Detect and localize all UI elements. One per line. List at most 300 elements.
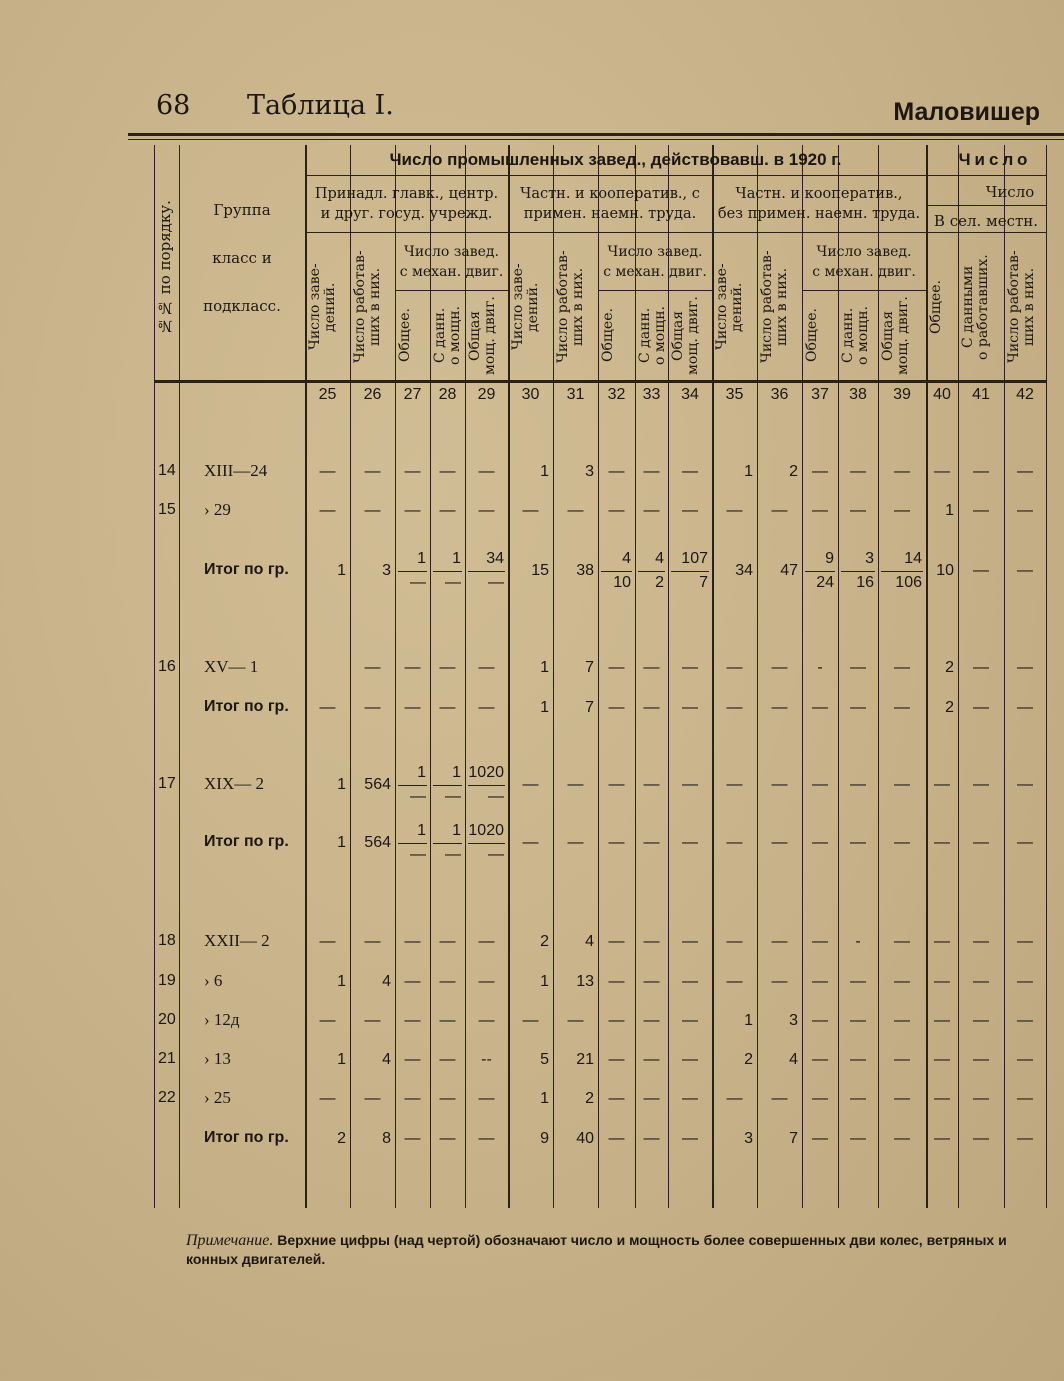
cell-value: 1 bbox=[540, 973, 549, 990]
cell-value: — bbox=[404, 933, 421, 950]
cell-value: 1 bbox=[744, 1012, 753, 1029]
cell-value: — bbox=[608, 834, 625, 851]
header-mech: Число завед. bbox=[816, 244, 912, 260]
cell-value: — bbox=[439, 1090, 456, 1107]
header-right-sub: Число bbox=[985, 183, 1035, 201]
cell-value: — bbox=[439, 502, 456, 519]
cell-value: — bbox=[682, 1090, 698, 1107]
cell-value: — bbox=[404, 463, 421, 480]
header-group: класс и bbox=[212, 249, 272, 267]
column-number: 36 bbox=[770, 386, 789, 403]
cell-value: — bbox=[682, 1012, 698, 1029]
cell-value: — bbox=[934, 1130, 950, 1147]
row-group-label: XV— 1 bbox=[204, 657, 259, 676]
column-number: 31 bbox=[566, 386, 585, 403]
cell-value: — bbox=[894, 776, 910, 793]
cell-value: — bbox=[643, 659, 660, 676]
cell-value: — bbox=[894, 502, 910, 519]
fraction-bar bbox=[805, 571, 835, 572]
fraction-bar bbox=[601, 571, 632, 572]
cell-value: — bbox=[1017, 562, 1033, 579]
table-title: Таблица I. bbox=[247, 90, 394, 121]
column-header-42: Число работав- ших в них. bbox=[1006, 250, 1037, 364]
cell-value: — bbox=[726, 502, 743, 519]
cell-value: — bbox=[478, 1130, 495, 1147]
fraction-bar bbox=[468, 571, 505, 572]
cell-value: — bbox=[608, 973, 625, 990]
cell-value: — bbox=[726, 1090, 743, 1107]
cell-value: — bbox=[522, 776, 539, 793]
cell-value: — bbox=[934, 1051, 950, 1068]
cell-value: — bbox=[894, 834, 910, 851]
cell-value-upper: 14 bbox=[904, 550, 922, 567]
mech-header-line bbox=[598, 290, 712, 291]
cell-value: — bbox=[1017, 1051, 1033, 1068]
cell-value-lower: — bbox=[445, 788, 461, 805]
cell-value-lower: — bbox=[410, 574, 426, 591]
row-group-label: XXII— 2 bbox=[204, 931, 270, 950]
cell-value: — bbox=[1017, 699, 1033, 716]
column-header-40: Общее. bbox=[928, 280, 944, 334]
header-main: Число промышленных завед., действовавш. в 1920 г. bbox=[389, 150, 842, 169]
header-block-3: без примен. наемн. труда. bbox=[717, 206, 921, 222]
cell-value-lower: — bbox=[445, 574, 461, 591]
cell-value-lower: — bbox=[488, 846, 504, 863]
cell-value: — bbox=[934, 1012, 950, 1029]
cell-value: — bbox=[643, 776, 660, 793]
cell-value: — bbox=[973, 502, 989, 519]
cell-value-lower: 16 bbox=[856, 574, 874, 591]
cell-value: — bbox=[973, 1130, 989, 1147]
cell-value: — bbox=[973, 834, 989, 851]
cell-value: — bbox=[404, 699, 421, 716]
cell-value: — bbox=[439, 973, 456, 990]
cell-value: — bbox=[850, 502, 866, 519]
column-number: 28 bbox=[438, 386, 457, 403]
row-group-label: XIII—24 bbox=[204, 461, 268, 480]
cell-value: — bbox=[973, 659, 989, 676]
cell-value: 1 bbox=[540, 1090, 549, 1107]
header-mech: Число завед. bbox=[404, 244, 499, 260]
cell-value: — bbox=[771, 933, 788, 950]
column-header-28: С данн. о мощн. bbox=[432, 306, 463, 365]
cell-value: 1 bbox=[337, 1051, 346, 1068]
column-number: 35 bbox=[725, 386, 744, 403]
right-sub-line bbox=[926, 205, 1046, 206]
region-title: Маловишер bbox=[893, 98, 1040, 126]
column-number: 38 bbox=[849, 386, 867, 403]
cell-value: — bbox=[934, 1090, 950, 1107]
header-mech: с механ. двиг. bbox=[812, 264, 916, 280]
cell-value: — bbox=[319, 699, 336, 716]
cell-value: — bbox=[439, 1012, 456, 1029]
cell-value: — bbox=[812, 1130, 828, 1147]
cell-value: — bbox=[812, 933, 828, 950]
cell-value-lower: 106 bbox=[895, 574, 922, 591]
fraction-bar bbox=[433, 785, 462, 786]
cell-value: — bbox=[319, 463, 336, 480]
cell-value: — bbox=[319, 933, 336, 950]
cell-value: 4 bbox=[585, 933, 594, 950]
header-right-sub2: В сел. местн. bbox=[933, 212, 1039, 230]
cell-value: — bbox=[812, 776, 828, 793]
cell-value: — bbox=[608, 1051, 625, 1068]
cell-value bbox=[305, 658, 346, 678]
cell-value-upper: 1020 bbox=[468, 822, 504, 839]
column-header-35: Число заве- дений. bbox=[714, 263, 745, 351]
cell-value: — bbox=[478, 659, 495, 676]
cell-value: — bbox=[771, 1090, 788, 1107]
cell-value: — bbox=[404, 659, 421, 676]
cell-value: 21 bbox=[576, 1051, 594, 1068]
cell-value: — bbox=[1017, 973, 1033, 990]
cell-value: 3 bbox=[585, 463, 594, 480]
cell-value: — bbox=[608, 659, 625, 676]
column-header-27: Общее. bbox=[397, 308, 413, 363]
cell-value: 7 bbox=[585, 699, 594, 716]
page-number: 68 bbox=[156, 90, 191, 121]
cell-value: — bbox=[812, 973, 828, 990]
cell-value-upper: 1 bbox=[452, 764, 461, 781]
cell-value: — bbox=[522, 502, 539, 519]
column-number: 39 bbox=[893, 386, 911, 403]
cell-value: 1 bbox=[540, 463, 549, 480]
header-right-top: Число bbox=[958, 150, 1032, 169]
cell-value: — bbox=[1017, 659, 1033, 676]
mech-header-line bbox=[395, 290, 508, 291]
cell-value-upper: 107 bbox=[681, 550, 708, 567]
cell-value: — bbox=[682, 659, 698, 676]
header-block-2: примен. наемн. труда. bbox=[523, 206, 697, 222]
cell-value: — bbox=[894, 463, 910, 480]
column-number: 30 bbox=[521, 386, 540, 403]
cell-value: — bbox=[608, 1130, 625, 1147]
cell-value-lower: 10 bbox=[613, 574, 631, 591]
row-group-label: › 13 bbox=[204, 1049, 231, 1068]
cell-value-lower: — bbox=[445, 846, 461, 863]
mech-header-line bbox=[802, 290, 926, 291]
cell-value: - bbox=[817, 659, 823, 676]
cell-value: — bbox=[850, 973, 866, 990]
cell-value: — bbox=[478, 933, 495, 950]
cell-value: — bbox=[973, 973, 989, 990]
column-number: 29 bbox=[477, 386, 496, 403]
cell-value: — bbox=[608, 776, 625, 793]
footnote bbox=[186, 1231, 1046, 1269]
cell-value: — bbox=[1017, 463, 1033, 480]
column-divider bbox=[1046, 145, 1047, 1208]
row-group-label: Итог по гр. bbox=[204, 561, 289, 578]
cell-value: — bbox=[364, 502, 381, 519]
cell-value: — bbox=[934, 463, 950, 480]
column-number: 40 bbox=[933, 386, 951, 403]
row-group-label: › 6 bbox=[204, 971, 223, 990]
cell-value: — bbox=[973, 463, 989, 480]
cell-value-lower: — bbox=[410, 788, 426, 805]
cell-value: — bbox=[973, 933, 989, 950]
header-group: подкласс. bbox=[203, 297, 281, 315]
cell-value: — bbox=[1017, 834, 1033, 851]
cell-value: 2 bbox=[789, 463, 798, 480]
cell-value: 3 bbox=[789, 1012, 798, 1029]
cell-value: — bbox=[682, 1130, 698, 1147]
row-group-label: Итог по гр. bbox=[204, 833, 289, 850]
cell-value-upper: 1 bbox=[417, 550, 426, 567]
column-number: 32 bbox=[607, 386, 626, 403]
cell-value: — bbox=[894, 1090, 910, 1107]
cell-value: — bbox=[682, 699, 698, 716]
column-header-38: С данн. о мощн. bbox=[840, 306, 871, 365]
cell-value-upper: 1 bbox=[452, 550, 461, 567]
cell-value: — bbox=[973, 776, 989, 793]
cell-value: 47 bbox=[780, 562, 798, 579]
row-group-label: › 29 bbox=[204, 500, 231, 519]
cell-value: — bbox=[726, 973, 743, 990]
cell-value: 2 bbox=[585, 1090, 594, 1107]
cell-value: — bbox=[850, 463, 866, 480]
cell-value: 564 bbox=[364, 776, 391, 793]
cell-value: — bbox=[812, 1012, 828, 1029]
fraction-bar bbox=[433, 571, 462, 572]
header-mech: с механ. двиг. bbox=[603, 264, 707, 280]
cell-value: — bbox=[771, 973, 788, 990]
cell-value: — bbox=[364, 933, 381, 950]
cell-value: — bbox=[364, 659, 381, 676]
cell-value: — bbox=[812, 699, 828, 716]
cell-value-upper: 3 bbox=[865, 550, 874, 567]
cell-value: 34 bbox=[735, 562, 753, 579]
cell-value: — bbox=[850, 659, 866, 676]
column-number: 25 bbox=[318, 386, 337, 403]
row-number: 16 bbox=[158, 658, 176, 675]
cell-value: — bbox=[643, 1012, 660, 1029]
cell-value: — bbox=[771, 834, 788, 851]
cell-value: — bbox=[682, 463, 698, 480]
row-number: 21 bbox=[158, 1050, 176, 1067]
cell-value: — bbox=[608, 933, 625, 950]
cell-value: — bbox=[771, 699, 788, 716]
row-number: 14 bbox=[158, 462, 176, 479]
cell-value: 4 bbox=[382, 1051, 391, 1068]
cell-value: — bbox=[319, 502, 336, 519]
header-mech: Число завед. bbox=[607, 244, 703, 260]
cell-value: 8 bbox=[382, 1130, 391, 1147]
cell-value: — bbox=[643, 1051, 660, 1068]
cell-value: — bbox=[934, 933, 950, 950]
column-header-26: Число работав- ших в них. bbox=[352, 250, 383, 364]
column-number: 33 bbox=[642, 386, 661, 403]
cell-value: — bbox=[682, 776, 698, 793]
cell-value: — bbox=[522, 834, 539, 851]
cell-value: — bbox=[478, 463, 495, 480]
cell-value: — bbox=[608, 699, 625, 716]
cell-value: — bbox=[850, 699, 866, 716]
cell-value: — bbox=[771, 659, 788, 676]
cell-value: — bbox=[439, 1130, 456, 1147]
cell-value: — bbox=[643, 699, 660, 716]
cell-value: 3 bbox=[382, 562, 391, 579]
cell-value: — bbox=[567, 834, 584, 851]
cell-value: — bbox=[894, 1130, 910, 1147]
cell-value: — bbox=[364, 463, 381, 480]
cell-value: — bbox=[973, 1012, 989, 1029]
row-group-label: › 12д bbox=[204, 1010, 240, 1029]
column-header-37: Общее. bbox=[804, 308, 820, 363]
cell-value-upper: 4 bbox=[622, 550, 631, 567]
column-number: 26 bbox=[363, 386, 382, 403]
cell-value: 40 bbox=[576, 1130, 594, 1147]
cell-value: — bbox=[726, 699, 743, 716]
cell-value: — bbox=[1017, 776, 1033, 793]
row-number: 18 bbox=[158, 932, 176, 949]
cell-value-lower: 24 bbox=[816, 574, 834, 591]
cell-value: — bbox=[973, 1090, 989, 1107]
cell-value: — bbox=[682, 834, 698, 851]
cell-value: — bbox=[567, 776, 584, 793]
rowno-divider bbox=[179, 145, 180, 1208]
column-header-41: С данными о работавших. bbox=[960, 254, 991, 360]
header-mech: с механ. двиг. bbox=[399, 264, 504, 280]
row-number: 19 bbox=[158, 972, 176, 989]
column-header-32: Общее. bbox=[600, 308, 616, 363]
fraction-bar bbox=[881, 571, 923, 572]
cell-value: — bbox=[643, 1130, 660, 1147]
cell-value: — bbox=[404, 1090, 421, 1107]
cell-value: — bbox=[850, 1090, 866, 1107]
header-block-2: Частн. и кооператив., с bbox=[520, 186, 700, 202]
cell-value: — bbox=[973, 1051, 989, 1068]
cell-value: 38 bbox=[576, 562, 594, 579]
column-header-31: Число работав- ших в них. bbox=[555, 250, 586, 364]
cell-value: 3 bbox=[744, 1130, 753, 1147]
cell-value: 564 bbox=[364, 834, 391, 851]
row-number: 17 bbox=[158, 775, 176, 792]
header-group: Группа bbox=[213, 201, 271, 219]
block-header-line bbox=[305, 232, 1046, 233]
cell-value: — bbox=[643, 463, 660, 480]
fraction-bar bbox=[468, 785, 505, 786]
row-group-label: Итог по гр. bbox=[204, 1129, 289, 1146]
fraction-bar bbox=[398, 843, 427, 844]
cell-value: — bbox=[439, 699, 456, 716]
cell-value: — bbox=[812, 1051, 828, 1068]
cell-value: — bbox=[478, 1012, 495, 1029]
cell-value: 7 bbox=[789, 1130, 798, 1147]
cell-value: — bbox=[894, 973, 910, 990]
header-bottom-line bbox=[154, 380, 1046, 383]
cell-value: — bbox=[934, 776, 950, 793]
cell-value: — bbox=[478, 502, 495, 519]
cell-value: — bbox=[973, 562, 989, 579]
cell-value: 15 bbox=[531, 562, 549, 579]
cell-value-upper: 1 bbox=[417, 764, 426, 781]
header-block-3: Частн. и кооператив., bbox=[735, 186, 903, 202]
row-group-label: XIX— 2 bbox=[204, 774, 264, 793]
cell-value: — bbox=[894, 1051, 910, 1068]
cell-value: — bbox=[850, 1012, 866, 1029]
cell-value-upper: 9 bbox=[825, 550, 834, 567]
cell-value: — bbox=[934, 973, 950, 990]
row-number: 22 bbox=[158, 1089, 176, 1106]
cell-value: — bbox=[850, 834, 866, 851]
cell-value: — bbox=[439, 463, 456, 480]
fraction-bar bbox=[398, 785, 427, 786]
column-number: 27 bbox=[403, 386, 422, 403]
cell-value: — bbox=[682, 1051, 698, 1068]
cell-value: — bbox=[812, 502, 828, 519]
footnote-label: Примечание. bbox=[186, 1232, 274, 1249]
cell-value: — bbox=[567, 502, 584, 519]
cell-value: — bbox=[812, 463, 828, 480]
row-group-label: › 25 bbox=[204, 1088, 231, 1107]
header-block-1: и друг. госуд. учрежд. bbox=[320, 206, 493, 222]
cell-value: 13 bbox=[576, 973, 594, 990]
cell-value: — bbox=[894, 659, 910, 676]
cell-value: — bbox=[643, 834, 660, 851]
column-header-25: Число заве- дений. bbox=[307, 263, 338, 351]
cell-value: — bbox=[404, 973, 421, 990]
column-header-39: Общая мощ. двиг. bbox=[880, 296, 911, 375]
cell-value-upper: 1020 bbox=[468, 764, 504, 781]
cell-value: — bbox=[1017, 1012, 1033, 1029]
cell-value: — bbox=[364, 1090, 381, 1107]
column-header-29: Общая мощ. двиг. bbox=[467, 296, 498, 375]
cell-value: — bbox=[364, 1012, 381, 1029]
cell-value: — bbox=[726, 659, 743, 676]
fraction-bar bbox=[468, 843, 505, 844]
fraction-bar bbox=[433, 843, 462, 844]
fraction-bar bbox=[398, 571, 427, 572]
cell-value: — bbox=[319, 1090, 336, 1107]
cell-value-lower: 7 bbox=[699, 574, 708, 591]
cell-value: — bbox=[726, 776, 743, 793]
cell-value: 10 bbox=[936, 562, 954, 579]
cell-value: 1 bbox=[945, 502, 954, 519]
column-header-36: Число работав- ших в них. bbox=[759, 250, 790, 364]
cell-value: — bbox=[934, 834, 950, 851]
cell-value: 2 bbox=[945, 699, 954, 716]
cell-value: 2 bbox=[337, 1130, 346, 1147]
cell-value: -- bbox=[481, 1051, 492, 1068]
cell-value-lower: — bbox=[488, 788, 504, 805]
cell-value: 1 bbox=[540, 699, 549, 716]
main-header-line bbox=[305, 175, 1046, 176]
cell-value: — bbox=[850, 776, 866, 793]
cell-value: — bbox=[894, 699, 910, 716]
cell-value: 1 bbox=[540, 659, 549, 676]
cell-value: — bbox=[608, 463, 625, 480]
cell-value: — bbox=[608, 502, 625, 519]
cell-value: — bbox=[364, 699, 381, 716]
row-group-label: Итог по гр. bbox=[204, 698, 289, 715]
cell-value: - bbox=[855, 933, 861, 950]
cell-value: — bbox=[643, 933, 660, 950]
cell-value: — bbox=[319, 1012, 336, 1029]
header-block-1: Принадл. главк., центр. bbox=[314, 186, 499, 202]
cell-value: — bbox=[682, 502, 698, 519]
cell-value: 1 bbox=[337, 973, 346, 990]
footnote-text: Верхние цифры (над чертой) обозначают число и мощность более совершенных дви колес, ветряных и конных двигателей. bbox=[186, 1232, 1007, 1267]
cell-value: — bbox=[478, 699, 495, 716]
cell-value: — bbox=[439, 933, 456, 950]
cell-value: — bbox=[812, 1090, 828, 1107]
cell-value: 7 bbox=[585, 659, 594, 676]
cell-value: — bbox=[522, 1012, 539, 1029]
cell-value: 4 bbox=[789, 1051, 798, 1068]
cell-value: — bbox=[643, 502, 660, 519]
cell-value: — bbox=[404, 1012, 421, 1029]
column-number: 42 bbox=[1016, 386, 1034, 403]
